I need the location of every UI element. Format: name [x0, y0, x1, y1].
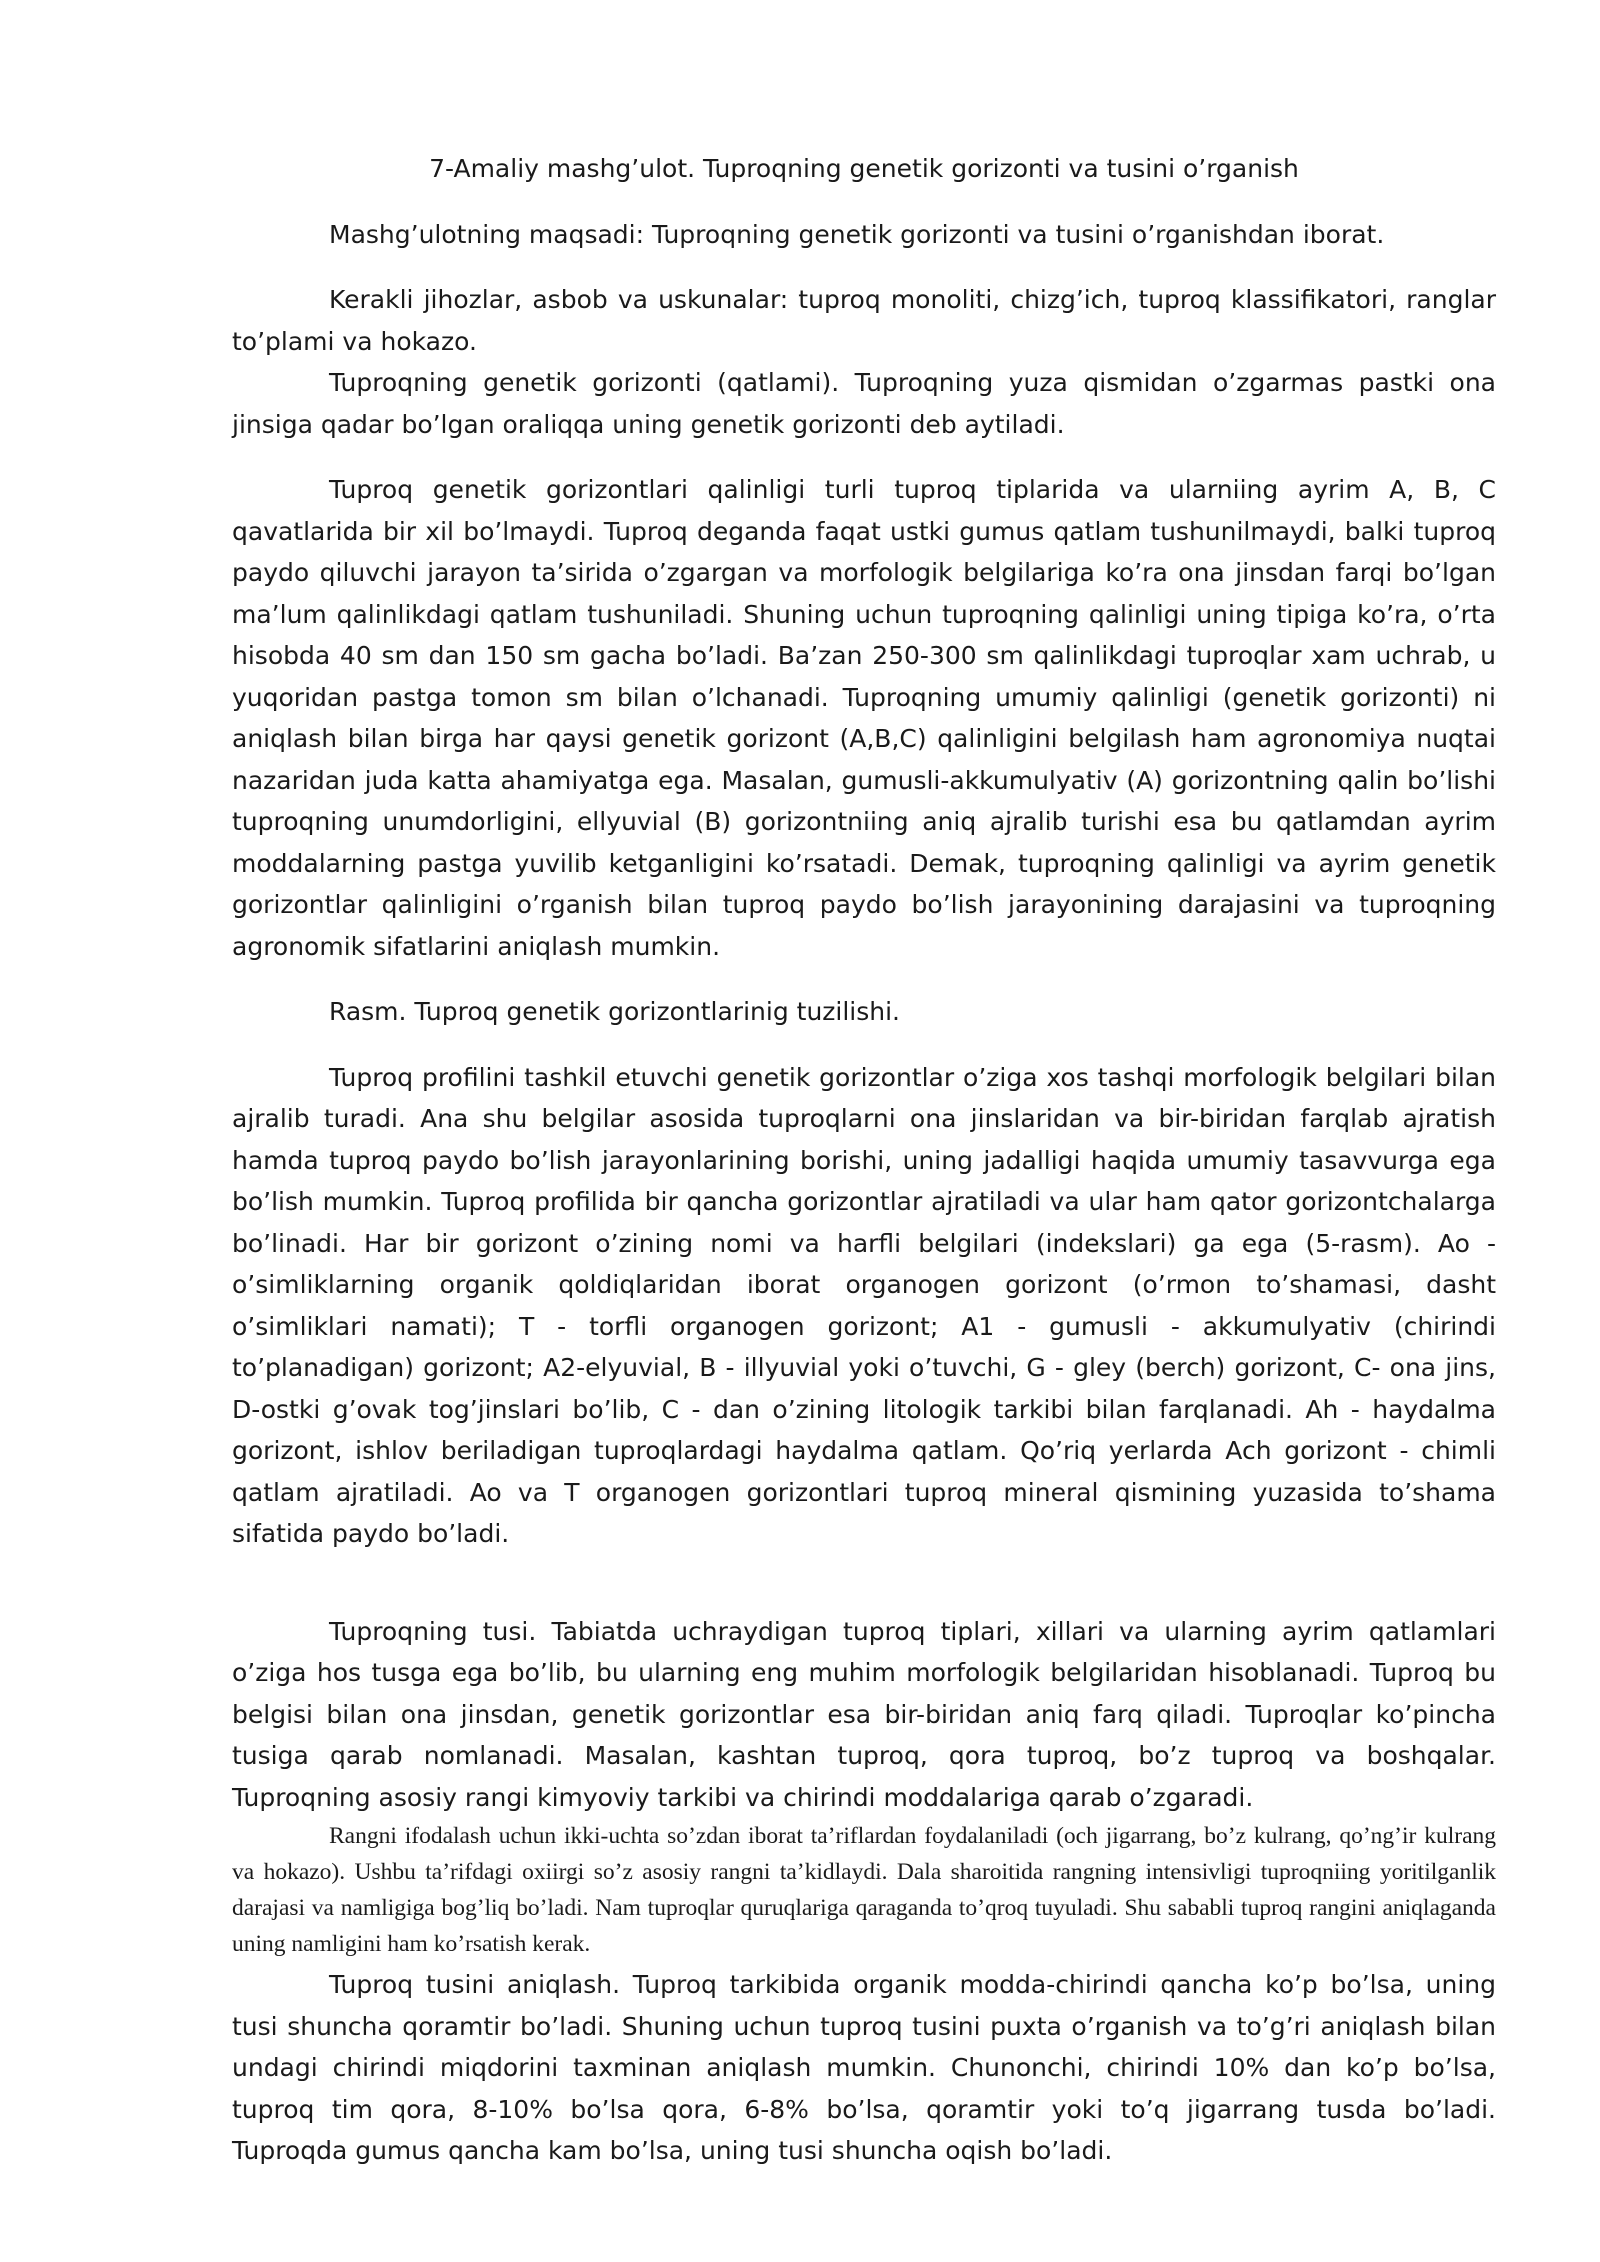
paragraph-color-determination: Tuproq tusini aniqlash. Tuproq tarkibida organik modda-chirindi qancha ko’p bo’lsa, uning tusi shuncha qoramtir bo’ladi. Shuning uchun tuproq tusini puxta o’rganish va to’g’ri aniqlash bilan undagi chirindi miqdorini taxminan aniqlash mumkin. Chunonchi, chirindi 10% dan ko’p bo’lsa, tuproq tim qora, 8-10% bo’lsa qora, 6-8% bo’lsa, qoramtir yoki to’q jigarrang tusda bo’ladi. Tuproqda gumus qancha kam bo’lsa, uning tusi shuncha oqish bo’ladi.: [232, 1970, 1496, 2165]
paragraph-goal: Mashg’ulotning maqsadi: Tuproqning genetik gorizonti va tusini o’rganishdan iborat.: [329, 219, 1385, 249]
paragraph-genetic-horizon-definition: Tuproqning genetik gorizonti (qatlami). Tuproqning yuza qismidan o’zgarmas pastki ona jinsiga qadar bo’lgan oraliqqa uning genetik gorizonti deb aytiladi.: [232, 368, 1496, 439]
paragraph-equipment: Kerakli jihozlar, asbob va uskunalar: tuproq monoliti, chizg’ich, tuproq klassifikatori, ranglar to’plami va hokazo.: [232, 285, 1496, 356]
paragraph-soil-color: Tuproqning tusi. Tabiatda uchraydigan tuproq tiplari, xillari va ularning ayrim qatlamlari o’ziga hos tusga ega bo’lib, bu ularning eng muhim morfologik belgilaridan hisoblanadi. Tuproq bu belgisi bilan ona jinsdan, genetik gorizontlar esa bir-biridan aniq farq qiladi. Tuproqlar ko’pincha tusiga qarab nomlanadi. Masalan, kashtan tuproq, qora tuproq, bo’z tuproq va boshqalar. Tuproqning asosiy rangi kimyoviy tarkibi va chirindi moddalariga qarab o’zgaradi.: [232, 1616, 1496, 1812]
paragraph-soil-profile: Tuproq profilini tashkil etuvchi genetik gorizontlar o’ziga xos tashqi morfologik belgilari bilan ajralib turadi. Ana shu belgilar asosida tuproqlarni ona jinslaridan va bir-biridan farqlab ajratish hamda tuproq paydo bo’lish jarayonlarining borishi, uning jadalligi haqida umumiy tasavvurga ega bo’lish mumkin. Tuproq profilida bir qancha gorizontlar ajratiladi va ular ham qator gorizontchalarga bo’linadi. Har bir gorizont o’zining nomi va harfli belgilari (indekslari) ga ega (5-rasm). Ao - o’simliklarning organik qoldiqlaridan iborat organogen gorizont (o’rmon to’shamasi, dasht o’simliklari namati); T - torfli organogen gorizont; A1 - gumusli - akkumulyativ (chirindi to’planadigan) gorizont; A2-elyuvial, B - illyuvial yoki o’tuvchi, G - gley (berch) gorizont, C- ona jins, D-ostki g’ovak tog’jinslari bo’lib, C - dan o’zining litologik tarkibi bilan farqlanadi. Ah - haydalma gorizont, ishlov beriladigan tuproqlardagi haydalma qatlam. Qo’riq yerlarda Ach gorizont - chimli qatlam ajratiladi. Ao va T organogen gorizontlari tuproq mineral qismining yuzasida to’shama sifatida paydo bo’ladi.: [232, 1062, 1496, 1548]
document-title: 7-Amaliy mashg’ulot. Tuproqning genetik gorizonti va tusini o’rganish: [429, 154, 1299, 183]
paragraph-color-description: Rangni ifodalash uchun ikki-uchta so’zdan iborat ta’riflardan foydalaniladi (och jigarrang, bo’z kulrang, qo’ng’ir kulrang va hokazo). Ushbu ta’rifdagi oxiirgi so’z asosiy rangni ta’kidlaydi. Dala sharoitida rangning intensivligi tuproqniing yoritilganlik darajasi va namligiga bog’liq bo’ladi. Nam tuproqlar quruqlariga qaraganda to’qroq tuyuladi. Shu sababli tuproq rangini aniqlaganda uning namligini ham ko’rsatish kerak.: [232, 1823, 1496, 1957]
document-page: [232, 148, 1496, 2172]
figure-caption: Rasm. Tuproq genetik gorizontlarinig tuzilishi.: [329, 997, 901, 1026]
paragraph-horizon-thickness: Tuproq genetik gorizontlari qalinligi turli tuproq tiplarida va ularniing ayrim A, B, C qavatlarida bir xil bo’lmaydi. Tuproq deganda faqat ustki gumus qatlam tushunilmaydi, balki tuproq paydo qiluvchi jarayon ta’sirida o’zgargan va morfologik belgilariga ko’ra ona jinsdan farqi bo’lgan ma’lum qalinlikdagi qatlam tushuniladi. Shuning uchun tuproqning qalinligi uning tipiga ko’ra, o’rta hisobda 40 sm dan 150 sm gacha bo’ladi. Ba’zan 250-300 sm qalinlikdagi tuproqlar xam uchrab, u yuqoridan pastga tomon sm bilan o’lchanadi. Tuproqning umumiy qalinligi (genetik gorizonti) ni aniqlash bilan birga har qaysi genetik gorizont (A,B,C) qalinligini belgilash ham agronomiya nuqtai nazaridan juda katta ahamiyatga ega. Masalan, gumusli-akkumulyativ (A) gorizontning qalin bo’lishi tuproqning unumdorligini, ellyuvial (B) gorizontniing aniq ajralib turishi esa bu qatlamdan ayrim moddalarning pastga yuvilib ketganligini ko’rsatadi. Demak, tuproqning qalinligi va ayrim genetik gorizontlar qalinligini o’rganish bilan tuproq paydo bo’lish jarayonining darajasini va tuproqning agronomik sifatlarini aniqlash mumkin.: [232, 475, 1496, 961]
